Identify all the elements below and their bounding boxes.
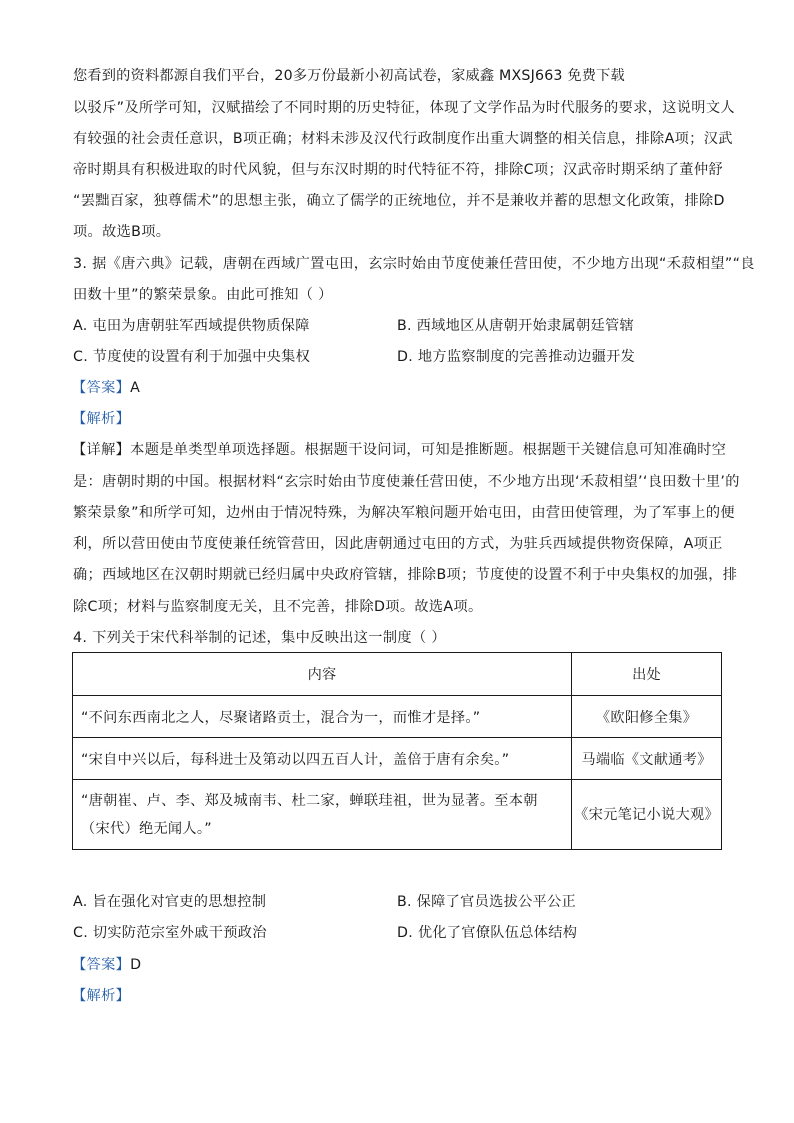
- table-cell-source: 《宋元笔记小说大观》: [572, 780, 722, 850]
- table-cell-content: “唐朝崔、卢、李、郑及城南韦、杜二家，蝉联珪祖，世为显著。至本朝（宋代）绝无闻人。”: [73, 780, 572, 850]
- q4-analysis-label: 【解析】: [72, 988, 131, 1004]
- q3-detail-line: 是：唐朝时期的中国。根据材料“玄宗时始由节度使兼任营田使，不少地方出现‘禾菽相望’‘良田数十里’的: [73, 474, 740, 490]
- q4-source-table: [72, 652, 722, 850]
- table-cell-content: “宋自中兴以后，每科进士及第动以四五百人计，盖倍于唐有余矣。”: [73, 738, 572, 780]
- answer-value: A: [130, 380, 141, 396]
- table-cell-content: “不问东西南北之人，尽聚诸路贡士，混合为一，而惟才是择。”: [73, 696, 572, 738]
- q3-detail-line: 利，所以营田使由节度使兼任统管营田，因此唐朝通过屯田的方式，为驻兵西域提供物资保障，A项正: [73, 536, 723, 552]
- q3-detail-line: 除C项；材料与监察制度无关，且不完善，排除D项。故选A项。: [73, 599, 483, 615]
- q3-stem-line: 田数十里”的繁荣景象。由此可推知（ ）: [73, 287, 333, 303]
- prev-analysis-line: 项。故选B项。: [73, 224, 171, 240]
- prev-analysis-line: 帝时期具有积极进取的时代风貌，但与东汉时期的时代特征不符，排除C项；汉武帝时期采纳了董仲舒: [73, 162, 723, 178]
- header-banner: 您看到的资料都源自我们平台，20多万份最新小初高试卷，家威鑫 MXSJ663 免费下载: [73, 68, 625, 84]
- q3-answer: [72, 378, 140, 398]
- q3-analysis-label: 【解析】: [72, 411, 131, 427]
- q3-option-a: A. 屯田为唐朝驻军西域提供物质保障: [73, 318, 310, 334]
- q4-answer: [72, 955, 141, 975]
- table-row: [73, 696, 722, 738]
- q4-option-c: C. 切实防范宗室外戚干预政治: [73, 925, 267, 941]
- prev-analysis-line: 以驳斥”及所学可知，汉赋描绘了不同时期的历史特征，体现了文学作品为时代服务的要求，这说明文人: [73, 100, 735, 116]
- prev-analysis-line: “罢黜百家，独尊儒术”的思想主张，确立了儒学的正统地位，并不是兼收并蓄的思想文化政策，排除D: [73, 193, 725, 209]
- table-row: [73, 738, 722, 780]
- q3-stem-line: 3. 据《唐六典》记载，唐朝在西域广置屯田，玄宗时始由节度使兼任营田使，不少地方出现“禾菽相望”“良: [73, 256, 755, 272]
- q3-detail-line: 【详解】本题是单类型单项选择题。根据题干设问词，可知是推断题。根据题干关键信息可知准确时空: [72, 442, 727, 458]
- table-header-source: 出处: [572, 653, 722, 696]
- answer-value: D: [130, 957, 142, 973]
- answer-label: 【答案】: [72, 380, 131, 396]
- answer-label: 【答案】: [72, 957, 131, 973]
- prev-analysis-line: 有较强的社会责任意识，B项正确；材料未涉及汉代行政制度作出重大调整的相关信息，排除A项；汉武: [73, 131, 733, 147]
- q4-option-a: A. 旨在强化对官吏的思想控制: [73, 894, 267, 910]
- table-cell-source: 马端临《文献通考》: [572, 738, 722, 780]
- q3-detail-line: 繁荣景象”和所学可知，边州由于情况特殊，为解决军粮问题开始屯田，由营田使管理，为了军事上的便: [73, 505, 735, 521]
- table-header-row: [73, 653, 722, 696]
- q3-detail-line: 确；西域地区在汉朝时期就已经归属中央政府管辖，排除B项；节度使的设置不利于中央集权的加强，排: [73, 567, 738, 583]
- q4-option-b: B. 保障了官员选拔公平公正: [397, 894, 577, 910]
- q4-stem: 4. 下列关于宋代科举制的记述，集中反映出这一制度（ ）: [73, 630, 446, 646]
- table-cell-source: 《欧阳修全集》: [572, 696, 722, 738]
- q3-option-b: B. 西域地区从唐朝开始隶属朝廷管辖: [397, 318, 634, 334]
- q3-option-c: C. 节度使的设置有利于加强中央集权: [73, 349, 311, 365]
- q4-option-d: D. 优化了官僚队伍总体结构: [397, 925, 578, 941]
- table-row: [73, 780, 722, 850]
- q3-option-d: D. 地方监察制度的完善推动边疆开发: [397, 349, 636, 365]
- table-header-content: 内容: [73, 653, 572, 696]
